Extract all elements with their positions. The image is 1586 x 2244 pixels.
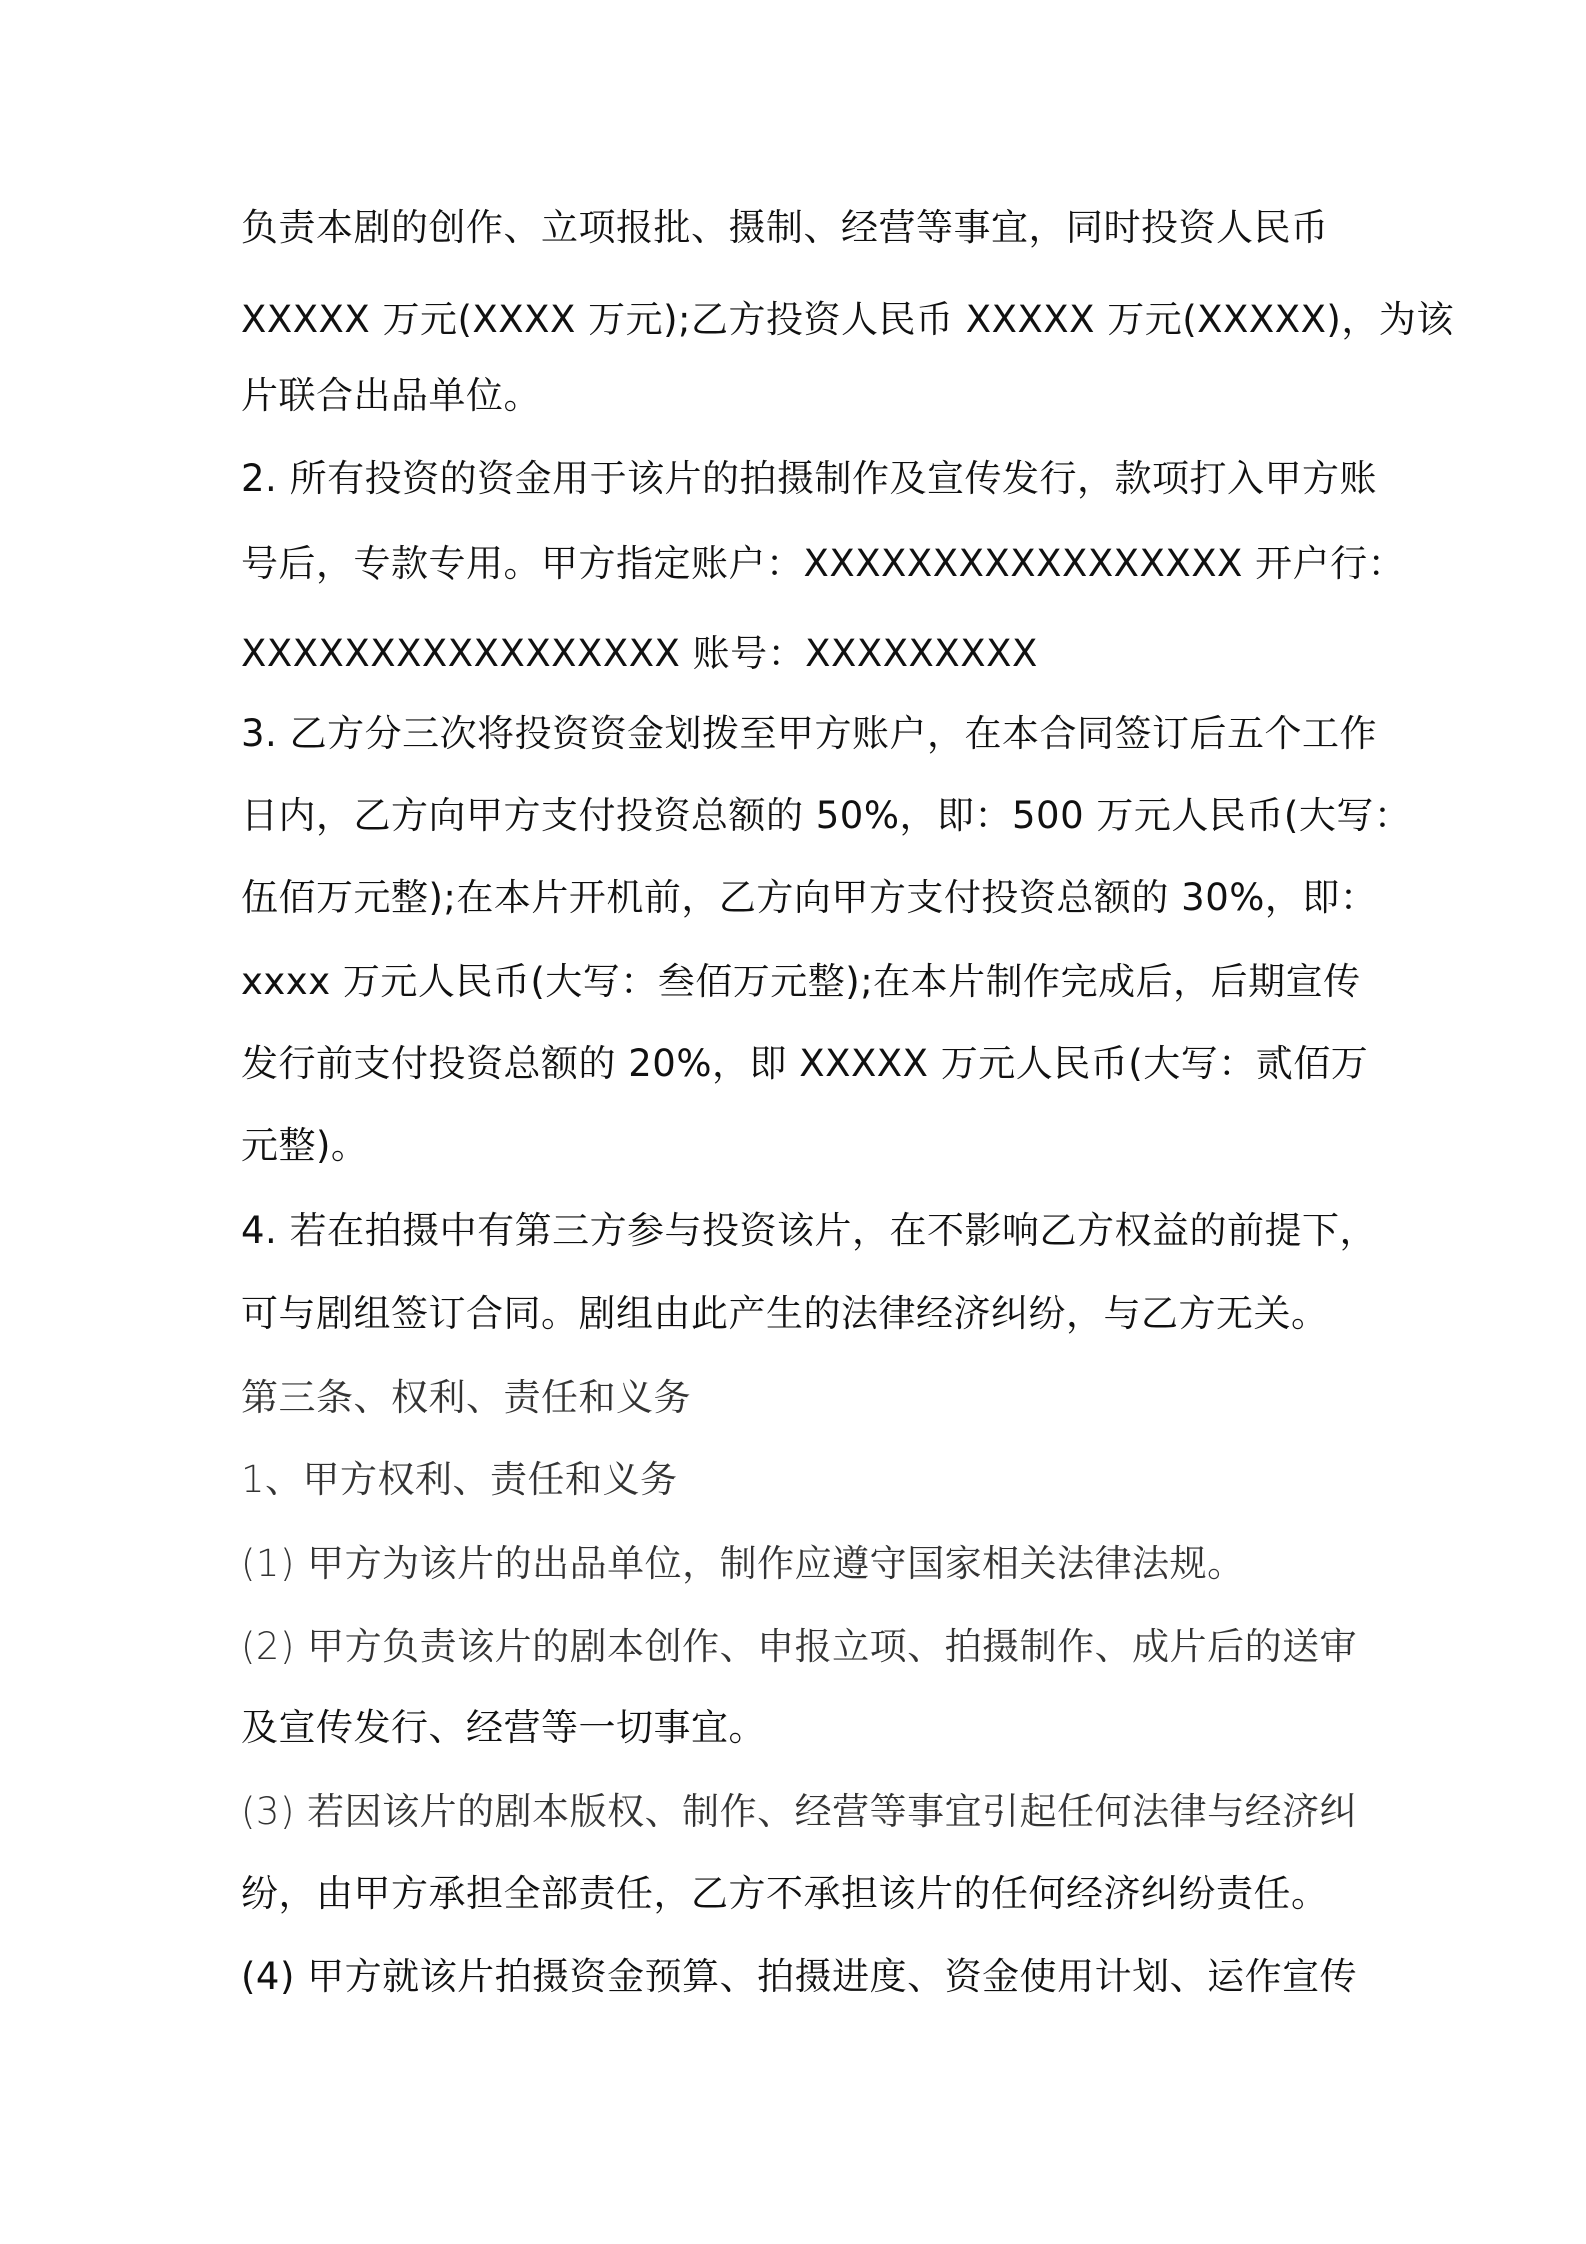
text-line: XXXXX 万元(XXXX 万元);乙方投资人民币 XXXXX 万元(XXXXX)，为该 bbox=[241, 298, 1454, 341]
section-heading: 第三条、权利、责任和义务 bbox=[241, 1376, 691, 1419]
text-line: (2) 甲方负责该片的剧本创作、申报立项、拍摄制作、成片后的送审 bbox=[241, 1625, 1358, 1668]
text-line: 2. 所有投资的资金用于该片的拍摄制作及宣传发行，款项打入甲方账 bbox=[241, 457, 1378, 500]
text-line: (1) 甲方为该片的出品单位，制作应遵守国家相关法律法规。 bbox=[241, 1542, 1245, 1585]
text-line: xxxx 万元人民币(大写：叁佰万元整);在本片制作完成后，后期宣传 bbox=[241, 960, 1361, 1003]
text-line: 4. 若在拍摄中有第三方参与投资该片，在不影响乙方权益的前提下， bbox=[241, 1209, 1378, 1252]
subsection-heading: 1、甲方权利、责任和义务 bbox=[241, 1458, 678, 1501]
text-line: (4) 甲方就该片拍摄资金预算、拍摄进度、资金使用计划、运作宣传 bbox=[241, 1955, 1358, 1998]
text-line: 3. 乙方分三次将投资资金划拨至甲方账户，在本合同签订后五个工作 bbox=[241, 712, 1378, 755]
text-line: 可与剧组签订合同。剧组由此产生的法律经济纠纷，与乙方无关。 bbox=[241, 1292, 1329, 1335]
text-line: 负责本剧的创作、立项报批、摄制、经营等事宜，同时投资人民币 bbox=[241, 206, 1329, 249]
text-line: XXXXXXXXXXXXXXXXX 账号：XXXXXXXXX bbox=[241, 632, 1038, 675]
text-line: 及宣传发行、经营等一切事宜。 bbox=[241, 1706, 766, 1749]
text-line: 发行前支付投资总额的 20%，即 XXXXX 万元人民币(大写：贰佰万 bbox=[241, 1042, 1369, 1085]
text-line: 号后，专款专用。甲方指定账户：XXXXXXXXXXXXXXXXX 开户行： bbox=[241, 542, 1406, 585]
text-line: 片联合出品单位。 bbox=[241, 374, 541, 417]
text-line: (3) 若因该片的剧本版权、制作、经营等事宜引起任何法律与经济纠 bbox=[241, 1790, 1358, 1833]
text-line: 元整)。 bbox=[241, 1124, 369, 1167]
text-line: 日内，乙方向甲方支付投资总额的 50%，即：500 万元人民币(大写： bbox=[241, 794, 1412, 837]
text-line: 纷，由甲方承担全部责任，乙方不承担该片的任何经济纠纷责任。 bbox=[241, 1872, 1329, 1915]
text-line: 伍佰万元整);在本片开机前，乙方向甲方支付投资总额的 30%，即： bbox=[241, 876, 1378, 919]
